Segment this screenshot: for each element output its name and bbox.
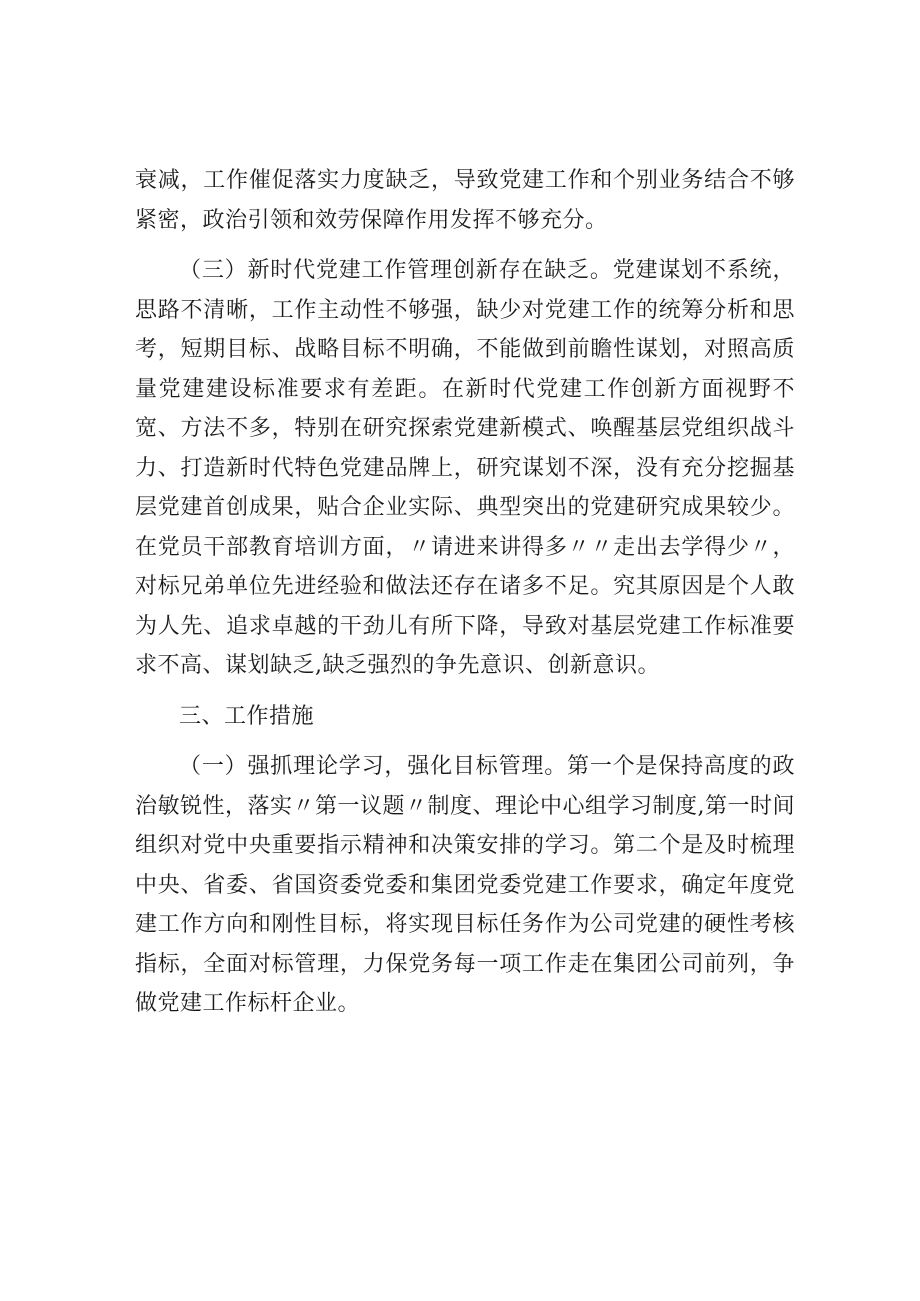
- paragraph-continuation: 衰减，工作催促落实力度缺乏，导致党建工作和个别业务结合不够紧密，政治引领和效劳保障作用发挥不够充分。: [135, 168, 795, 233]
- paragraph-innovation-shortfall: （三）新时代党建工作管理创新存在缺乏。党建谋划不系统，思路不清晰，工作主动性不够强，缺少对党建工作的统筹分析和思考，短期目标、战略目标不明确，不能做到前瞻性谋划，对照高质量党建建设标准要求有差距。在新时代党建工作创新方面视野不宽、方法不多，特别在研究探索党建新模式、唤醒基层党组织战斗力、打造新时代特色党建品牌上，研究谋划不深，没有充分挖掘基层党建首创成果，贴合企业实际、典型突出的党建研究成果较少。在党员干部教育培训方面，〃请进来讲得多〃〃走出去学得少〃，对标兄弟单位先进经验和做法还存在诸多不足。究其原因是个人敢为人先、追求卓越的干劲儿有所下降，导致对基层党建工作标准要求不高、谋划缺乏,缺乏强烈的争先意识、创新意识。: [135, 258, 795, 678]
- section-heading-work-measures: 三、工作措施: [179, 703, 315, 729]
- paragraph-theory-study: （一）强抓理论学习，强化目标管理。第一个是保持高度的政治敏锐性，落实〃第一议题〃制度、理论中心组学习制度,第一时间组织对党中央重要指示精神和决策安排的学习。第二个是及时梳理中央、省委、省国资委党委和集团党委党建工作要求，确定年度党建工作方向和刚性目标，将实现目标任务作为公司党建的硬性考核指标，全面对标管理，力保党务每一项工作走在集团公司前列，争做党建工作标杆企业。: [135, 754, 795, 1016]
- document-body: [135, 161, 795, 1024]
